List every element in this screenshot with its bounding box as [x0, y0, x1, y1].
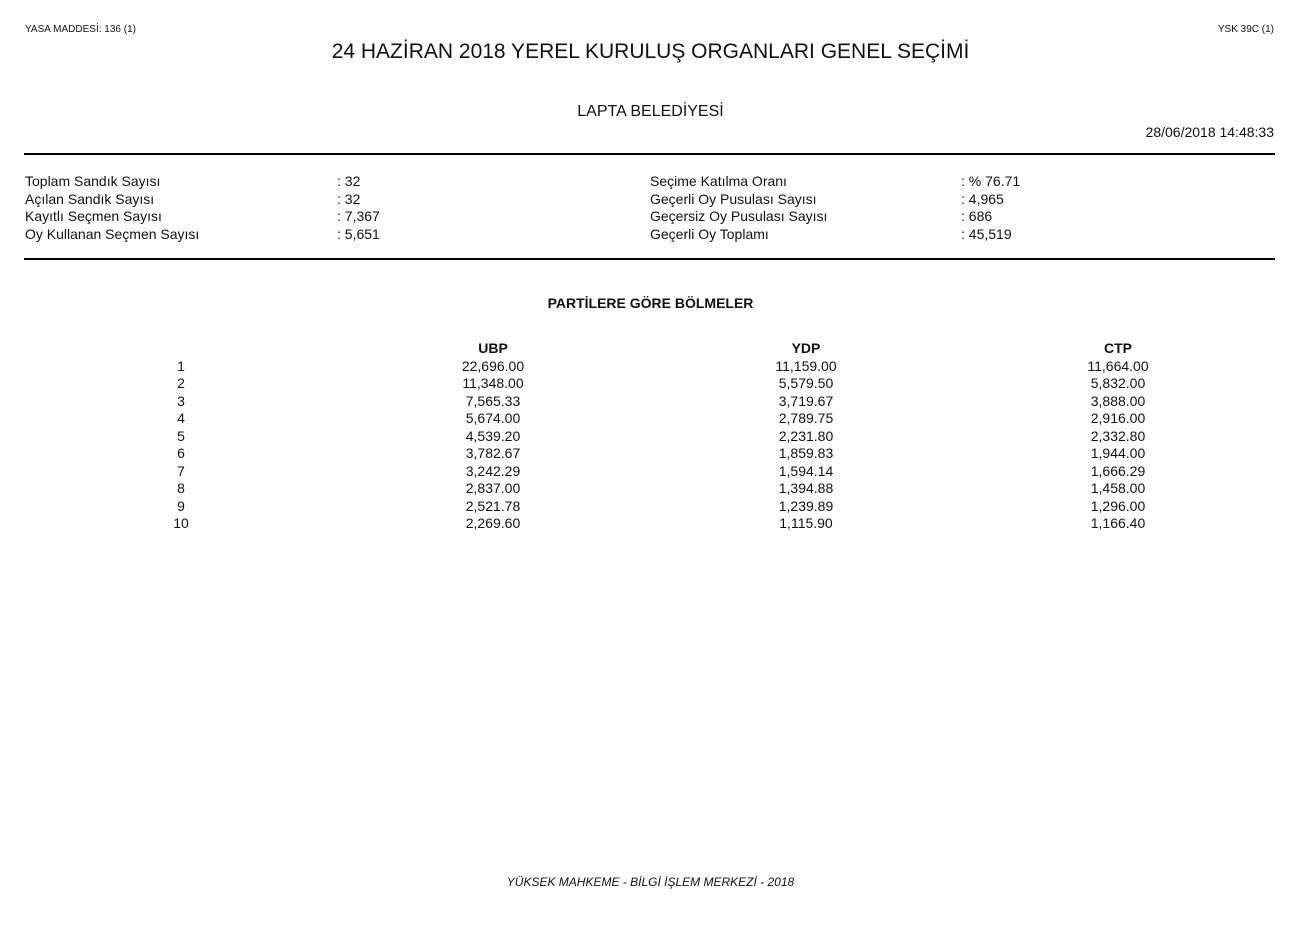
- ubp-cell: 2,269.60: [465, 515, 521, 531]
- stat-value: : 32: [337, 173, 361, 189]
- ubp-cell: 4,539.20: [465, 427, 521, 444]
- column-header-ctp: CTP: [1104, 340, 1132, 356]
- table-row: [0, 463, 1248, 481]
- ubp-cell: 3,242.29: [465, 462, 521, 479]
- stat-label: Geçersiz Oy Pusulası Sayısı: [650, 208, 828, 224]
- top-divider: [24, 153, 1275, 155]
- ctp-cell: 1,296.00: [1090, 497, 1146, 514]
- ydp-cell: 2,231.80: [778, 427, 834, 444]
- stat-label: Oy Kullanan Seçmen Sayısı: [25, 225, 200, 242]
- divisions-title: PARTİLERE GÖRE BÖLMELER: [547, 295, 754, 311]
- table-row: [0, 393, 1248, 411]
- page-title: 24 HAZİRAN 2018 YEREL KURULUŞ ORGANLARI GENEL SEÇİMİ: [331, 40, 970, 63]
- divisor-cell: 2: [177, 375, 185, 391]
- ydp-cell: 1,594.14: [778, 462, 834, 479]
- divisor-cell: 8: [177, 480, 185, 496]
- column-header-ubp: UBP: [478, 340, 508, 356]
- stats-right-values: [961, 173, 1020, 243]
- table-row: [0, 375, 1248, 393]
- footer-credit: YÜKSEK MAHKEME - BİLGİ İŞLEM MERKEZİ - 2018: [506, 875, 795, 889]
- ubp-cell: 7,565.33: [465, 392, 521, 409]
- table-row: [0, 515, 1248, 533]
- ubp-cell: 2,521.78: [465, 497, 521, 514]
- divisor-cell: 4: [177, 410, 185, 426]
- ctp-cell: 5,832.00: [1090, 375, 1146, 391]
- stat-label: Açılan Sandık Sayısı: [25, 190, 155, 207]
- ydp-cell: 1,115.90: [779, 515, 833, 531]
- table-row: [0, 410, 1248, 428]
- stat-label: Seçime Katılma Oranı: [650, 173, 787, 189]
- stat-label: Toplam Sandık Sayısı: [25, 173, 161, 189]
- column-header-ydp: YDP: [791, 340, 821, 356]
- ctp-cell: 2,332.80: [1090, 427, 1146, 444]
- stat-value: : 5,651: [337, 225, 380, 242]
- table-row: [0, 428, 1248, 446]
- ctp-cell: 1,944.00: [1090, 445, 1146, 461]
- municipality-name: LAPTA BELEDİYESİ: [577, 103, 724, 120]
- ubp-cell: 22,696.00: [461, 357, 525, 374]
- stats-left-values: [337, 173, 380, 243]
- divisor-cell: 1: [177, 357, 185, 374]
- ydp-cell: 1,394.88: [778, 480, 834, 496]
- stat-value: : 45,519: [961, 225, 1012, 242]
- ydp-cell: 3,719.67: [778, 392, 834, 409]
- ctp-cell: 1,458.00: [1090, 480, 1146, 496]
- table-row: [0, 358, 1248, 376]
- divisor-cell: 3: [177, 392, 185, 409]
- divisor-cell: 7: [177, 462, 185, 479]
- ydp-cell: 5,579.50: [778, 375, 834, 391]
- stat-value: : 7,367: [337, 208, 380, 224]
- table-row: [0, 498, 1248, 516]
- column-header: [0, 340, 362, 358]
- divisions-table: [0, 340, 1248, 533]
- stats-left-labels: [25, 173, 199, 243]
- ubp-cell: 5,674.00: [465, 410, 521, 426]
- ydp-cell: 11,159.00: [775, 357, 837, 374]
- ctp-cell: 11,664.00: [1087, 357, 1149, 374]
- ydp-cell: 1,239.89: [778, 497, 834, 514]
- bottom-divider: [24, 258, 1275, 260]
- form-code: YSK 39C (1): [1217, 24, 1274, 35]
- law-article: YASA MADDESİ: 136 (1): [25, 24, 136, 35]
- ubp-cell: 2,837.00: [465, 480, 521, 496]
- ydp-cell: 2,789.75: [778, 410, 834, 426]
- table-row: [0, 445, 1248, 463]
- report-timestamp: 28/06/2018 14:48:33: [1145, 124, 1274, 140]
- table-header-row: [0, 340, 1248, 358]
- ubp-cell: 11,348.00: [462, 375, 524, 391]
- ctp-cell: 3,888.00: [1090, 392, 1146, 409]
- ydp-cell: 1,859.83: [778, 445, 834, 461]
- table-row: [0, 480, 1248, 498]
- divisor-cell: 5: [177, 427, 185, 444]
- stat-value: : % 76.71: [961, 173, 1021, 189]
- ctp-cell: 1,666.29: [1090, 462, 1146, 479]
- stat-value: : 686: [961, 208, 993, 224]
- stat-label: Geçerli Oy Toplamı: [650, 225, 769, 242]
- stat-value: : 32: [337, 190, 361, 207]
- ubp-cell: 3,782.67: [465, 445, 521, 461]
- divisor-cell: 9: [177, 497, 185, 514]
- ctp-cell: 2,916.00: [1090, 410, 1146, 426]
- stat-label: Geçerli Oy Pusulası Sayısı: [650, 190, 817, 207]
- ctp-cell: 1,166.40: [1090, 515, 1146, 531]
- divisor-cell: 10: [173, 515, 189, 531]
- divisor-cell: 6: [177, 445, 185, 461]
- stat-label: Kayıtlı Seçmen Sayısı: [25, 208, 162, 224]
- stats-right-labels: [650, 173, 827, 243]
- stat-value: : 4,965: [961, 190, 1004, 207]
